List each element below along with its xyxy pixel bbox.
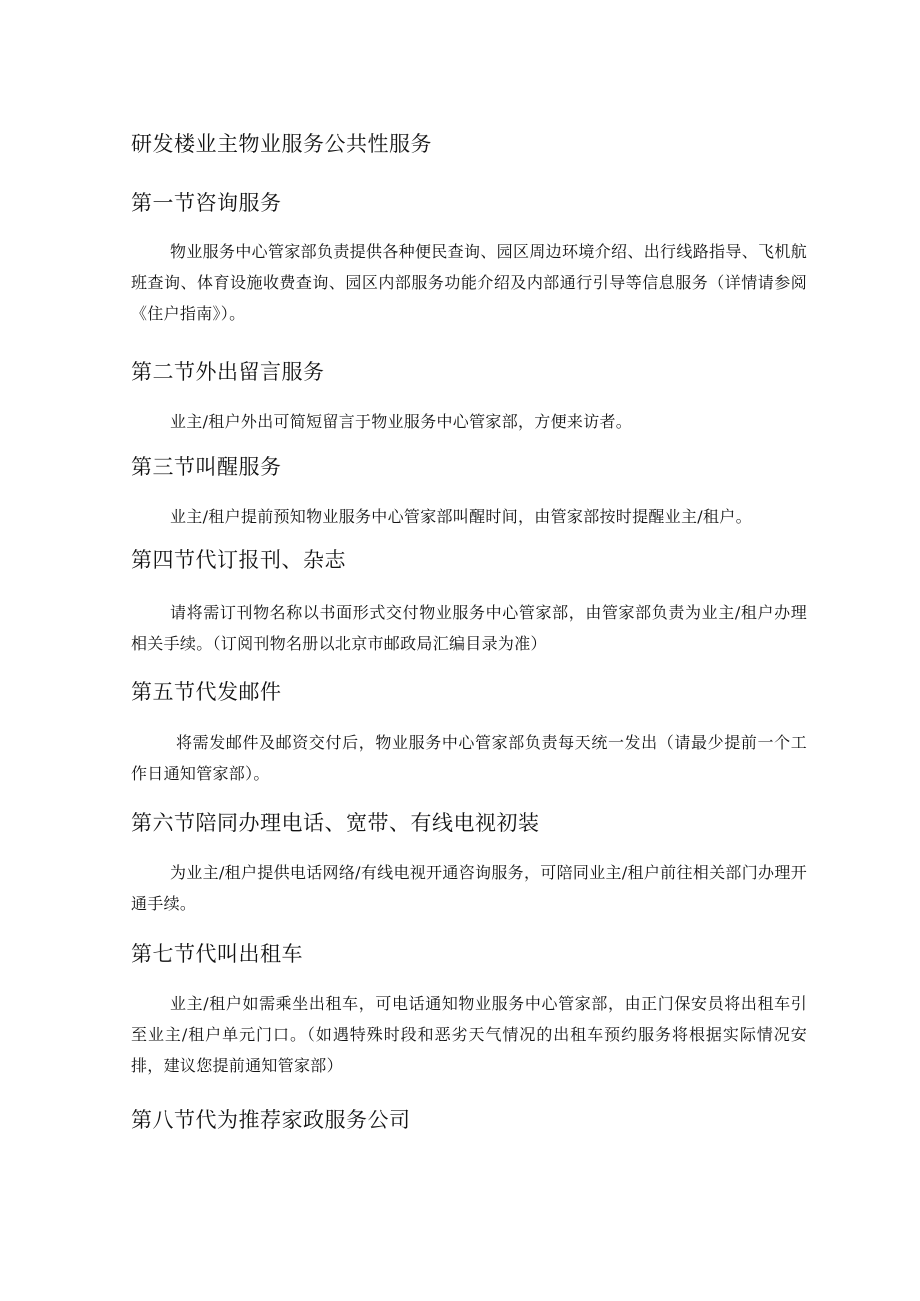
- section-body-2: 业主/租户外出可简短留言于物业服务中心管家部，方便来访者。: [170, 412, 633, 431]
- section-heading-8: 第八节代为推荐家政服务公司: [131, 1108, 411, 1132]
- section-heading-4: 第四节代订报刊、杂志: [131, 548, 346, 572]
- document-title: 研发楼业主物业服务公共性服务: [131, 132, 432, 156]
- section-body-1: 物业服务中心管家部负责提供各种便民查询、园区周边环境介绍、出行线路指导、飞机航班查询、体育设施收费查询、园区内部服务功能介绍及内部通行引导等信息服务（详情请参阅《住户指南》）。: [131, 242, 807, 323]
- section-heading-1: 第一节咨询服务: [131, 191, 282, 215]
- section-heading-6: 第六节陪同办理电话、宽带、有线电视初装: [131, 811, 540, 835]
- section-body-5: 将需发邮件及邮资交付后，物业服务中心管家部负责每天统一发出（请最少提前一个工作日通知管家部）。: [131, 733, 807, 783]
- section-body-3: 业主/租户提前预知物业服务中心管家部叫醒时间，由管家部按时提醒业主/租户。: [170, 507, 752, 526]
- section-heading-2: 第二节外出留言服务: [131, 360, 325, 384]
- section-body-4: 请将需订刊物名称以书面形式交付物业服务中心管家部，由管家部负责为业主/租户办理相关手续。（订阅刊物名册以北京市邮政局汇编目录为准）: [131, 603, 807, 653]
- section-heading-7: 第七节代叫出租车: [131, 942, 303, 966]
- section-body-6: 为业主/租户提供电话网络/有线电视开通咨询服务，可陪同业主/租户前往相关部门办理开通手续。: [131, 863, 807, 913]
- section-heading-5: 第五节代发邮件: [131, 680, 282, 704]
- section-heading-3: 第三节叫醒服务: [131, 455, 282, 479]
- section-body-7: 业主/租户如需乘坐出租车，可电话通知物业服务中心管家部，由正门保安员将出租车引至业主/租户单元门口。（如遇特殊时段和恶劣天气情况的出租车预约服务将根据实际情况安排，建议您提前通知管家部）: [131, 994, 807, 1075]
